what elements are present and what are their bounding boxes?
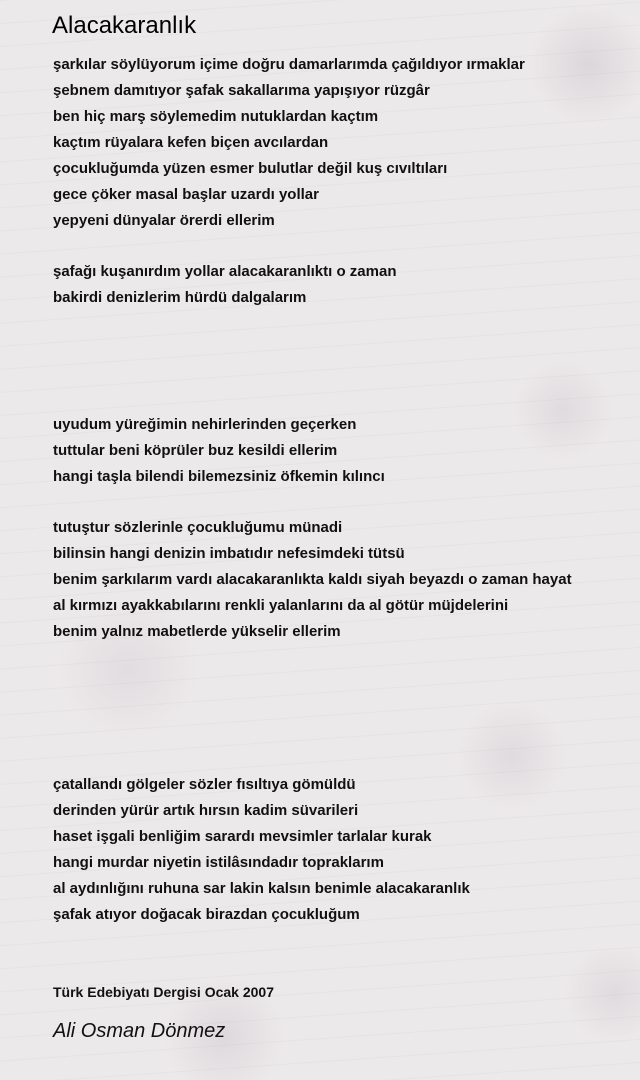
poem-line: kaçtım rüyalara kefen biçen avcılardan	[53, 134, 329, 151]
stanza-5	[53, 772, 633, 928]
poem-author: Ali Osman Dönmez	[53, 1020, 226, 1042]
poem-title: Alacakaranlık	[52, 12, 197, 39]
poem-line: derinden yürür artık hırsın kadim süvarileri	[53, 802, 359, 819]
stanza-2	[53, 259, 633, 311]
poem-line: haset işgali benliğim sarardı mevsimler tarlalar kurak	[53, 828, 432, 845]
poem-line: şafağı kuşanırdım yollar alacakaranlıktı o zaman	[53, 263, 397, 280]
poem-line: hangi taşla bilendi bilemezsiniz öfkemin kılıncı	[53, 468, 385, 485]
poem-section-2	[0, 360, 640, 720]
poem-line: tuttular beni köprüler buz kesildi ellerim	[53, 442, 338, 459]
poem-line: benim şarkılarım vardı alacakaranlıkta kaldı siyah beyazdı o zaman hayat	[53, 571, 572, 588]
poem-line: bakirdi denizlerim hürdü dalgalarım	[53, 289, 307, 306]
poem-line: çatallandı gölgeler sözler fısıltıya gömüldü	[53, 776, 356, 793]
poem-line: ben hiç marş söylemedim nutuklardan kaçtım	[53, 108, 379, 125]
poem-source: Türk Edebiyatı Dergisi Ocak 2007	[53, 984, 274, 1000]
poem-line: benim yalnız mabetlerde yükselir ellerim	[53, 623, 341, 640]
poem-line: bilinsin hangi denizin imbatıdır nefesimdeki tütsü	[53, 545, 405, 562]
poem-line: şarkılar söylüyorum içime doğru damarlarımda çağıldıyor ırmaklar	[53, 56, 525, 73]
poem-line: al kırmızı ayakkabılarını renkli yalanlarını da al götür müjdelerini	[53, 597, 509, 614]
poem-section-1	[0, 0, 640, 360]
stanza-4	[53, 515, 633, 645]
poem-line: yepyeni dünyalar örerdi ellerim	[53, 212, 275, 229]
poem-line: uyudum yüreğimin nehirlerinden geçerken	[53, 416, 357, 433]
poem-line: şafak atıyor doğacak birazdan çocukluğum	[53, 906, 360, 923]
stanza-3	[53, 412, 633, 490]
poem-line: hangi murdar niyetin istilâsındadır topraklarım	[53, 854, 384, 871]
poem-line: şebnem damıtıyor şafak sakallarıma yapışıyor rüzgâr	[53, 82, 430, 99]
poem-line: tutuştur sözlerinle çocukluğumu münadi	[53, 519, 343, 536]
poem-line: gece çöker masal başlar uzardı yollar	[53, 186, 319, 203]
poem-section-3	[0, 720, 640, 1080]
poem-line: çocukluğumda yüzen esmer bulutlar değil kuş cıvıltıları	[53, 160, 448, 177]
stanza-1	[53, 52, 633, 234]
poem-line: al aydınlığını ruhuna sar lakin kalsın benimle alacakaranlık	[53, 880, 470, 897]
